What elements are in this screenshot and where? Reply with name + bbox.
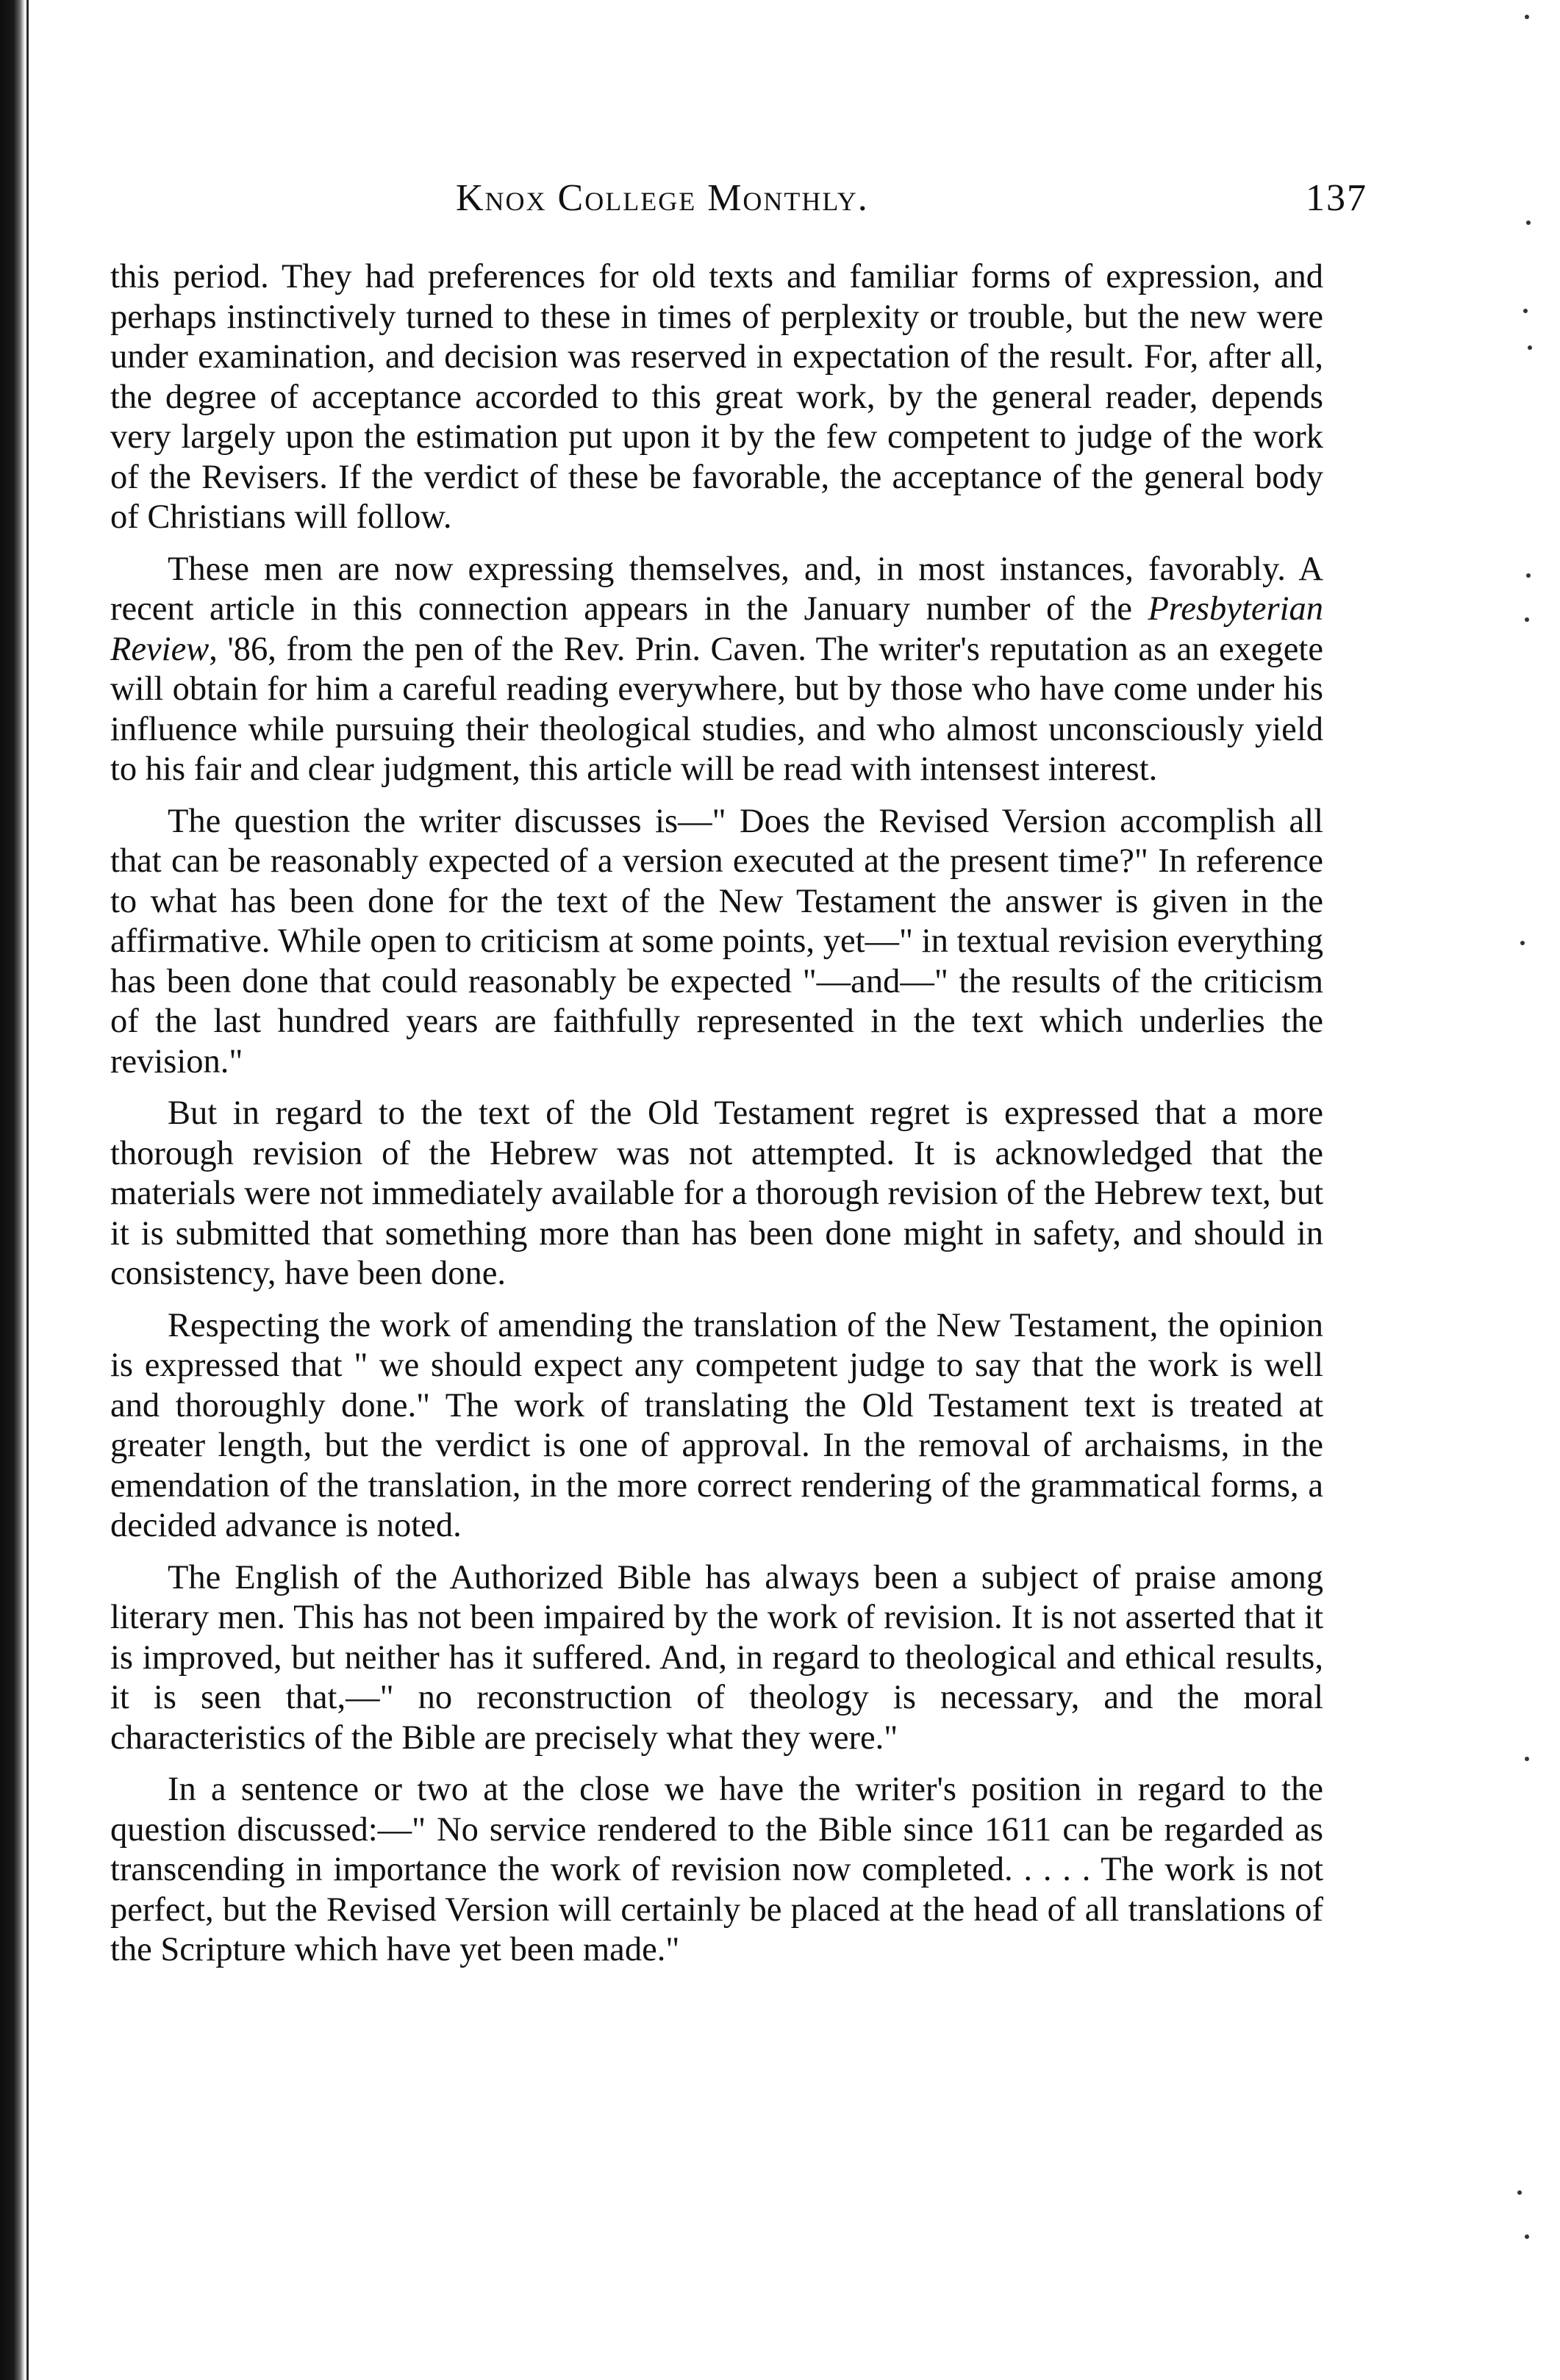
scan-specks <box>1517 0 1539 2380</box>
paragraph-5: Respecting the work of amending the translation of the New Testament, the opinion is expressed that " we should expect any competent judge to say that the work is well and thoroughly done." The work of translating the Old Testament text is treated at greater length, but the verdict is one of approval. In the removal of archaisms, in the emendation of the translation, in the more correct rendering of the grammatical forms, a decided advance is noted. <box>110 1306 1323 1544</box>
journal-title: Presbyterian Review <box>110 590 1323 668</box>
paragraph-2 <box>110 550 1323 790</box>
page-number: 137 <box>1306 177 1367 219</box>
running-title: Knox College Monthly. <box>456 177 869 219</box>
paragraph-4: But in regard to the text of the Old Testament regret is expressed that a more thorough revision of the Hebrew was not attempted. It is acknowledged that the materials were not immediately available for a thorough revision of the Hebrew text, but it is submitted that something more than has been done might in safety, and should in consistency, have been done. <box>110 1094 1323 1292</box>
body-text <box>110 257 1323 1971</box>
paragraph-6: The English of the Authorized Bible has always been a subject of praise among literary men. This has not been impaired by the work of revision. It is not asserted that it is improved, but neither has it suffered. And, in regard to theological and ethical results, it is seen that,—" no reconstruction of theology is necessary, and the moral characteristics of the Bible are precisely what they were." <box>110 1558 1323 1757</box>
paragraph-3: The question the writer discusses is—" Does the Revised Version accomplish all that can be reasonably expected of a version executed at the present time?" In reference to what has been done for the text of the New Testament the answer is given in the affirmative. While open to criticism at some points, yet—" in textual revision everything has been done that could reasonably be expected "—and—" the results of the criticism of the last hundred years are faithfully represented in the text which underlies the revision." <box>110 802 1323 1080</box>
scan-edge-line <box>26 0 29 2380</box>
paragraph-1: this period. They had preferences for old texts and familiar forms of expression, and perhaps instinctively turned to these in times of perplexity or trouble, but the new were under examination, and decision was reserved in expectation of the result. For, after all, the degree of acceptance accorded to this great work, by the general reader, depends very largely upon the estimation put upon it by the few competent to judge of the work of the Revisers. If the verdict of these be favorable, the acceptance of the general body of Christians will follow. <box>110 258 1323 536</box>
paragraph-2-before: These men are now expressing themselves, and, in most instances, favorably. A recent article in this connection appears in the January number of the <box>110 550 1323 628</box>
paragraph-2-after: , '86, from the pen of the Rev. Prin. Caven. The writer's reputation as an exegete will obtain for him a careful reading everywhere, but by those who have come under his influence while pursuing their theological studies, and who almost unconsciously yield to his fair and clear judgment, this article will be read with intensest interest. <box>110 630 1323 788</box>
book-page <box>110 176 1367 1971</box>
paragraph-7: In a sentence or two at the close we have the writer's position in regard to the question discussed:—" No service rendered to the Bible since 1611 can be regarded as transcending in importance the work of revision now completed. . . . . The work is not perfect, but the Revised Version will certainly be placed at the head of all translations of the Scripture which have yet been made." <box>110 1771 1323 1968</box>
scan-edge-shadow <box>0 0 25 2380</box>
page-header <box>110 176 1367 257</box>
